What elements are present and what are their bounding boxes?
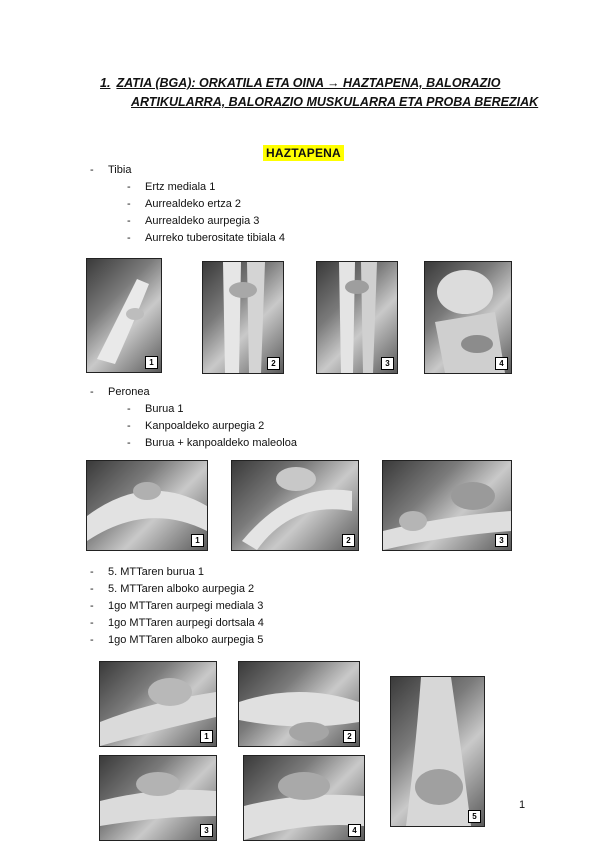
photo-number: 4	[495, 357, 508, 370]
photo-number: 4	[348, 824, 361, 837]
section-heading: HAZTAPENA	[263, 145, 344, 161]
bullet-peronea-item-text: Burua 1	[145, 403, 184, 415]
photo-tibia-tuberositatea	[424, 261, 512, 374]
photo-number: 1	[191, 534, 204, 547]
photo-mtt-5-alboko	[238, 661, 360, 747]
photo-mtt-5-burua	[99, 661, 217, 747]
bullet-mtt-item-text: 1go MTTaren alboko aurpegia 5	[108, 634, 264, 646]
photo-peronea-burua	[86, 460, 208, 551]
bullet-tibia-label: Tibia	[108, 164, 132, 176]
bullet-tibia-item-text: Aurrealdeko ertza 2	[145, 198, 241, 210]
photo-tibia-ertz-mediala	[86, 258, 162, 373]
photo-number: 3	[495, 534, 508, 547]
photo-mtt-1-alboko	[390, 676, 485, 827]
bullet-mtt-item-text: 1go MTTaren aurpegi mediala 3	[108, 600, 264, 612]
bullet-peronea-item-text: Burua + kanpoaldeko maleoloa	[145, 437, 297, 449]
bullet-mtt-item-text: 1go MTTaren aurpegi dortsala 4	[108, 617, 264, 629]
bullet-tibia-item: - Ertz mediala 1	[127, 181, 216, 193]
title-line-2: ARTIKULARRA, BALORAZIO MUSKULARRA ETA PROBA BEREZIAK	[131, 95, 539, 109]
bullet-mtt-item: - 1go MTTaren aurpegi mediala 3	[90, 600, 264, 612]
photo-number: 3	[381, 357, 394, 370]
bullet-tibia-item: - Aurrealdeko aurpegia 3	[127, 215, 260, 227]
bullet-mtt-item: - 1go MTTaren aurpegi dortsala 4	[90, 617, 264, 629]
photo-tibia-aurrealdeko-aurpegia	[316, 261, 398, 374]
photo-number: 2	[342, 534, 355, 547]
bullet-tibia: - Tibia	[90, 164, 132, 176]
bullet-peronea-item: - Burua 1	[127, 403, 184, 415]
bullet-tibia-item: - Aurreko tuberositate tibiala 4	[127, 232, 286, 244]
bullet-tibia-item-text: Aurreko tuberositate tibiala 4	[145, 232, 286, 244]
bullet-mtt-item-text: 5. MTTaren burua 1	[108, 566, 204, 578]
photo-number: 3	[200, 824, 213, 837]
bullet-mtt-item-text: 5. MTTaren alboko aurpegia 2	[108, 583, 255, 595]
bullet-mtt-item: - 5. MTTaren burua 1	[90, 566, 204, 578]
bullet-mtt-item: - 5. MTTaren alboko aurpegia 2	[90, 583, 255, 595]
bullet-tibia-item-text: Ertz mediala 1	[145, 181, 216, 193]
photo-peronea-maleoloa	[382, 460, 512, 551]
bullet-peronea: - Peronea	[90, 386, 150, 398]
bullet-tibia-item-text: Aurrealdeko aurpegia 3	[145, 215, 260, 227]
photo-peronea-kanpoaldeko-aurpegia	[231, 460, 359, 551]
photo-number: 2	[343, 730, 356, 743]
photo-number: 2	[267, 357, 280, 370]
document-title	[100, 74, 540, 112]
title-number: 1.	[100, 76, 111, 90]
bullet-peronea-item-text: Kanpoaldeko aurpegia 2	[145, 420, 265, 432]
bullet-tibia-item: - Aurrealdeko ertza 2	[127, 198, 241, 210]
photo-number: 1	[145, 356, 158, 369]
bullet-peronea-item: - Burua + kanpoaldeko maleoloa	[127, 437, 297, 449]
photo-mtt-1-mediala	[99, 755, 217, 841]
title-line-1: ZATIA (BGA): ORKATILA ETA OINA → HAZTAPENA, BALORAZIO	[116, 76, 501, 90]
bullet-mtt-item: - 1go MTTaren alboko aurpegia 5	[90, 634, 264, 646]
photo-number: 1	[200, 730, 213, 743]
page-number: 1	[519, 799, 526, 811]
photo-tibia-aurrealdeko-ertza	[202, 261, 284, 374]
bullet-peronea-label: Peronea	[108, 386, 150, 398]
bullet-peronea-item: - Kanpoaldeko aurpegia 2	[127, 420, 265, 432]
photo-number: 5	[468, 810, 481, 823]
photo-mtt-1-dortsala	[243, 755, 365, 841]
